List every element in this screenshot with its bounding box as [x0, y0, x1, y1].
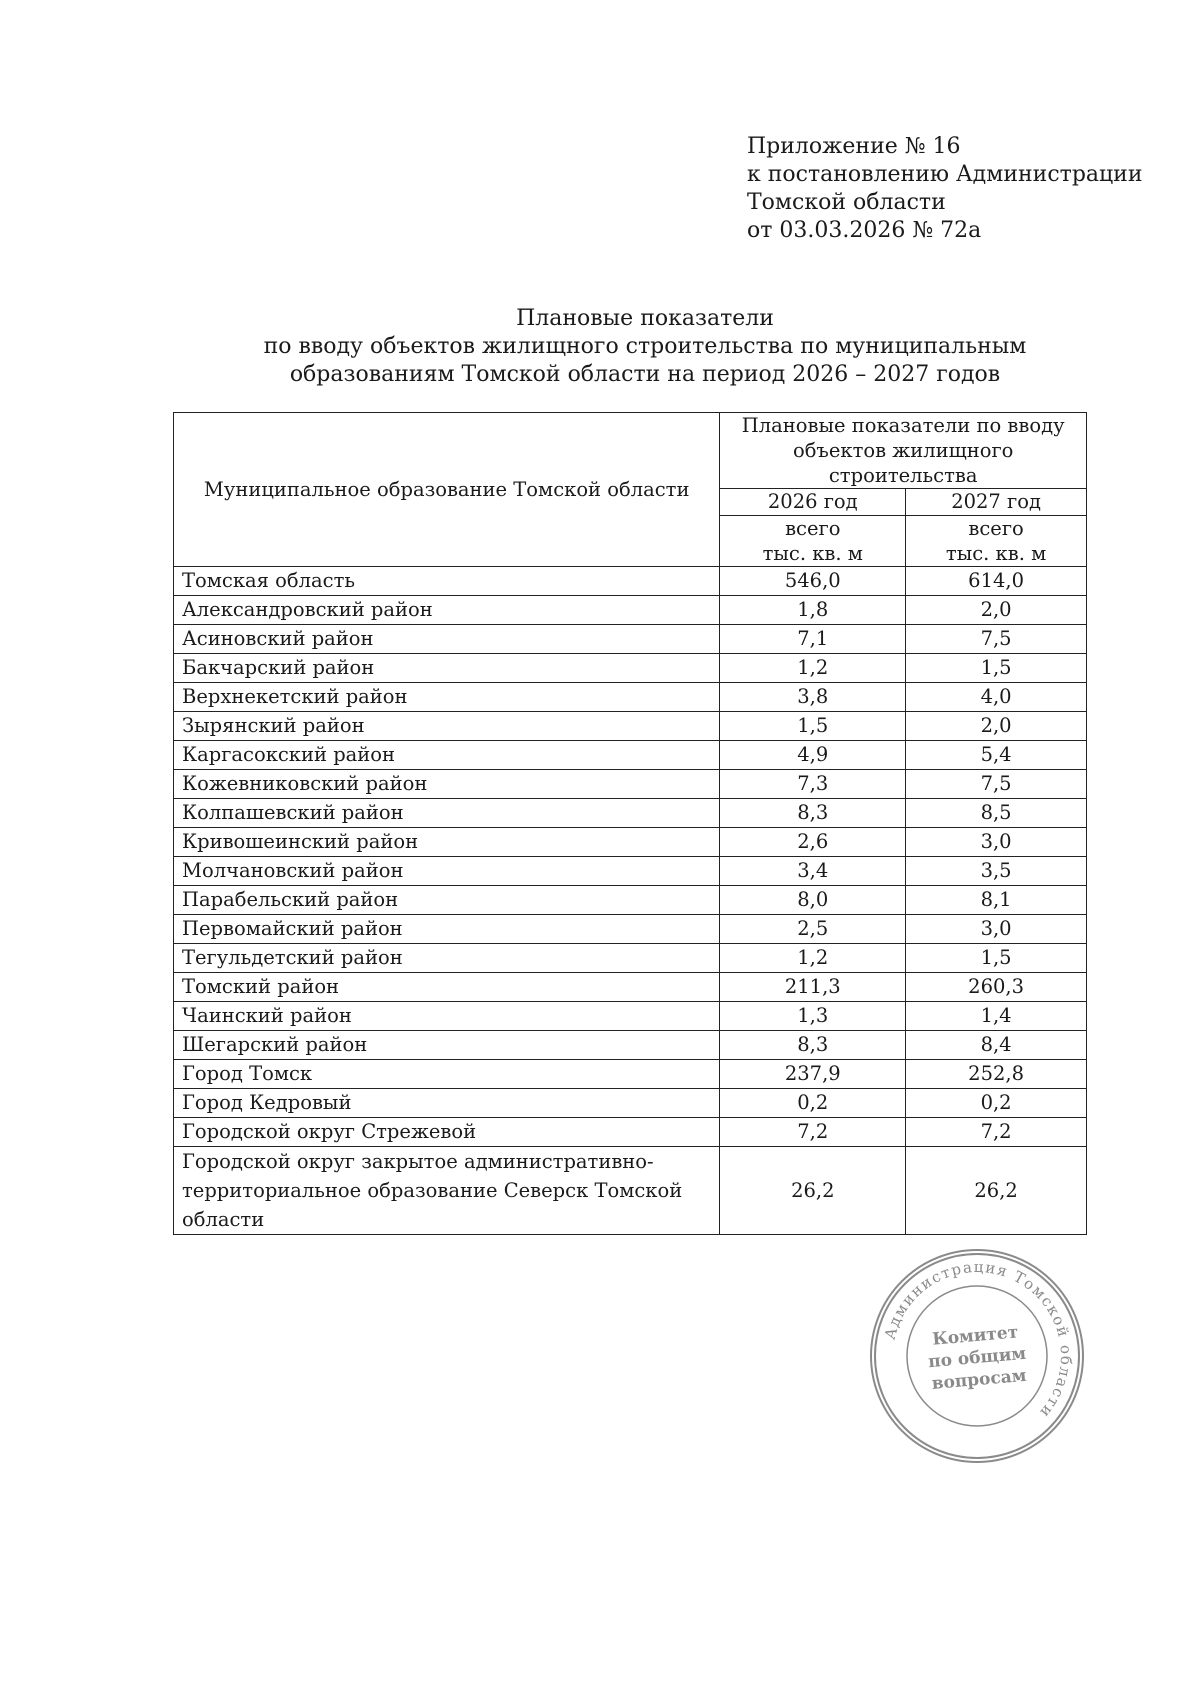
- seal-center-line-3: вопросам: [930, 1365, 1028, 1395]
- table-row: [174, 712, 1087, 741]
- municipality-column-header: Муниципальное образование Томской области: [174, 413, 720, 567]
- table-row: [174, 1031, 1087, 1060]
- municipality-name-cell: Тегульдетский район: [174, 944, 720, 973]
- table-row: [174, 567, 1087, 596]
- value-2026-cell: 2,5: [720, 915, 906, 944]
- table-row: [174, 1147, 1087, 1235]
- municipality-name-cell: Кожевниковский район: [174, 770, 720, 799]
- unit-2026-header: [720, 516, 906, 567]
- municipality-name-cell: Городской округ закрытое административно-территориальное образование Северск Томской области: [174, 1147, 720, 1235]
- value-2027-cell: 4,0: [906, 683, 1087, 712]
- table-row: [174, 1118, 1087, 1147]
- appendix-resolution: к постановлению Администрации: [747, 162, 1143, 187]
- table-row: [174, 1089, 1087, 1118]
- value-2026-cell: 4,9: [720, 741, 906, 770]
- value-2026-cell: 546,0: [720, 567, 906, 596]
- value-2026-cell: 7,3: [720, 770, 906, 799]
- value-2026-cell: 1,5: [720, 712, 906, 741]
- table-row: [174, 886, 1087, 915]
- value-2026-cell: 1,2: [720, 944, 906, 973]
- value-2027-cell: 8,1: [906, 886, 1087, 915]
- unit-2027-header: [906, 516, 1087, 567]
- municipality-name-cell: Город Томск: [174, 1060, 720, 1089]
- appendix-number: Приложение № 16: [747, 134, 961, 159]
- table-row: [174, 770, 1087, 799]
- municipality-name-cell: Шегарский район: [174, 1031, 720, 1060]
- unit-label-2026: тыс. кв. м: [762, 542, 863, 565]
- value-2027-cell: 260,3: [906, 973, 1087, 1002]
- table-row: [174, 915, 1087, 944]
- value-2027-cell: 5,4: [906, 741, 1087, 770]
- seal-center-line-1: Комитет: [931, 1322, 1019, 1350]
- table-row: [174, 596, 1087, 625]
- value-2027-cell: 8,5: [906, 799, 1087, 828]
- value-2027-cell: 3,0: [906, 828, 1087, 857]
- value-2026-cell: 2,6: [720, 828, 906, 857]
- seal-center-line-2: по общим: [927, 1343, 1027, 1373]
- official-seal: [868, 1247, 1086, 1465]
- value-2027-cell: 2,0: [906, 712, 1087, 741]
- value-2026-cell: 7,1: [720, 625, 906, 654]
- value-2026-cell: 8,3: [720, 1031, 906, 1060]
- value-2026-cell: 1,3: [720, 1002, 906, 1031]
- table-row: [174, 683, 1087, 712]
- municipality-name-cell: Каргасокский район: [174, 741, 720, 770]
- municipality-name-cell: Колпашевский район: [174, 799, 720, 828]
- table-row: [174, 828, 1087, 857]
- table-row: [174, 857, 1087, 886]
- value-2026-cell: 1,2: [720, 654, 906, 683]
- municipality-name-cell: Первомайский район: [174, 915, 720, 944]
- year-2027-header: 2027 год: [906, 489, 1087, 516]
- value-2027-cell: 3,0: [906, 915, 1087, 944]
- housing-targets-table: [173, 412, 1087, 1235]
- table-row: [174, 625, 1087, 654]
- seal-ring-text: Администрация Томской области: [880, 1257, 1076, 1423]
- value-2027-cell: 1,5: [906, 654, 1087, 683]
- table-row: [174, 944, 1087, 973]
- value-2026-cell: 3,4: [720, 857, 906, 886]
- title-line-1: Плановые показатели: [516, 306, 774, 331]
- value-2027-cell: 26,2: [906, 1147, 1087, 1235]
- value-2026-cell: 3,8: [720, 683, 906, 712]
- value-2027-cell: 1,5: [906, 944, 1087, 973]
- total-label-2026: всего: [785, 517, 841, 540]
- total-label-2027: всего: [968, 517, 1024, 540]
- table-row: [174, 799, 1087, 828]
- document-title: [0, 305, 1200, 389]
- municipality-name-cell: Александровский район: [174, 596, 720, 625]
- municipality-name-cell: Верхнекетский район: [174, 683, 720, 712]
- appendix-region: Томской области: [747, 190, 946, 215]
- municipality-name-cell: Томский район: [174, 973, 720, 1002]
- table-row: [174, 1060, 1087, 1089]
- municipality-name-cell: Бакчарский район: [174, 654, 720, 683]
- table-row: [174, 1002, 1087, 1031]
- municipality-name-cell: Молчановский район: [174, 857, 720, 886]
- unit-label-2027: тыс. кв. м: [945, 542, 1047, 565]
- title-line-3: образованиям Томской области на период 2026 – 2027 годов: [289, 362, 1001, 387]
- value-2027-cell: 7,5: [906, 625, 1087, 654]
- title-line-2: по вводу объектов жилищного строительства по муниципальным: [263, 334, 1027, 359]
- value-2026-cell: 8,3: [720, 799, 906, 828]
- value-2026-cell: 237,9: [720, 1060, 906, 1089]
- municipality-name-cell: Зырянский район: [174, 712, 720, 741]
- value-2027-cell: 8,4: [906, 1031, 1087, 1060]
- value-2027-cell: 2,0: [906, 596, 1087, 625]
- value-2026-cell: 211,3: [720, 973, 906, 1002]
- municipality-name-cell: Томская область: [174, 567, 720, 596]
- table-row: [174, 654, 1087, 683]
- municipality-name-cell: Парабельский район: [174, 886, 720, 915]
- municipality-name-cell: Кривошеинский район: [174, 828, 720, 857]
- value-2027-cell: 3,5: [906, 857, 1087, 886]
- value-2026-cell: 1,8: [720, 596, 906, 625]
- municipality-name-cell: Город Кедровый: [174, 1089, 720, 1118]
- value-2027-cell: 0,2: [906, 1089, 1087, 1118]
- value-2026-cell: 8,0: [720, 886, 906, 915]
- value-2027-cell: 252,8: [906, 1060, 1087, 1089]
- value-2027-cell: 7,5: [906, 770, 1087, 799]
- appendix-date: от 03.03.2026 № 72а: [747, 218, 982, 243]
- targets-group-header: Плановые показатели по вводу объектов жилищного строительства: [720, 413, 1087, 489]
- value-2026-cell: 7,2: [720, 1118, 906, 1147]
- value-2026-cell: 0,2: [720, 1089, 906, 1118]
- year-2026-header: 2026 год: [720, 489, 906, 516]
- value-2027-cell: 1,4: [906, 1002, 1087, 1031]
- table-row: [174, 741, 1087, 770]
- value-2027-cell: 614,0: [906, 567, 1087, 596]
- value-2027-cell: 7,2: [906, 1118, 1087, 1147]
- appendix-reference: [747, 133, 1143, 245]
- table-row: [174, 973, 1087, 1002]
- municipality-name-cell: Асиновский район: [174, 625, 720, 654]
- value-2026-cell: 26,2: [720, 1147, 906, 1235]
- municipality-name-cell: Чаинский район: [174, 1002, 720, 1031]
- municipality-name-cell: Городской округ Стрежевой: [174, 1118, 720, 1147]
